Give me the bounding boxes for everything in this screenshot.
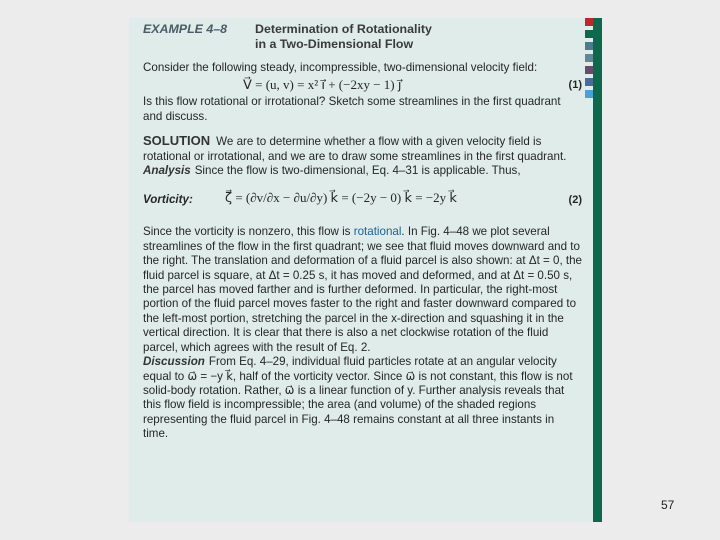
solution-paragraph <box>143 134 582 164</box>
problem-question: Is this flow rotational or irrotational? Sketch some streamlines in the first quadrant and discuss. <box>143 95 561 123</box>
equation-number-1: (1) <box>568 79 582 92</box>
problem-intro: Consider the following steady, incompressible, two-dimensional velocity field: <box>143 61 538 74</box>
example-title-line2: in a Two-Dimensional Flow <box>255 37 414 51</box>
side-bar <box>593 18 602 522</box>
vorticity-equation <box>143 180 582 222</box>
vorticity-label: Vorticity: <box>143 193 193 207</box>
solution-text: We are to determine whether a flow with a given velocity field is rotational or irrotational, and we are to draw some streamlines in the first quadrant. <box>143 135 567 163</box>
discussion-text: From Eq. 4–29, individual fluid particles rotate at an angular velocity equal to ω⃗ = −y k⃗, half of the vorticity vector. Since ω⃗ is not constant, this flow is not solid-body rotation. Rather, ω⃗ is a linear function of y. Further analysis reveals that this flow field is incompressible; the area (and volume) of the shaded regions representing the fluid parcel in Fig. 4–48 remains constant at all three instants in time. <box>143 355 573 441</box>
analysis-text: Since the flow is two-dimensional, Eq. 4–31 is applicable. Thus, <box>194 164 521 178</box>
discussion-label: Discussion <box>143 355 205 369</box>
velocity-equation-text: V⃗ = (u, v) = x² i⃗ + (−2xy − 1) j⃗ <box>243 77 402 93</box>
discussion-paragraph <box>143 355 582 441</box>
analysis-paragraph <box>143 164 582 178</box>
rotational-highlight: rotational <box>353 225 402 239</box>
example-tag: EXAMPLE 4–8 <box>143 22 228 36</box>
rotational-text-end: . In Fig. 4–48 we plot several streamlines of the flow in the first quadrant; we see that fluid moves downward and to the right. The translation and deformation of a fluid parcel is also shown: at Δt = 0, the fluid parcel is square, at Δt = 0.25 s, it has moved and deformed, and at Δt = 0.50 s, the parcel has moved farther and is further deformed. In particular, the right-most portion of the fluid parcel moves faster to the right and faster downward compared to the left-most portion, stretching the parcel in the x-direction and squashing it in the vertical direction. It is clear that there is also a net clockwise rotation of the fluid parcel, which agrees with the result of Eq. 2. <box>143 225 583 354</box>
page-number: 57 <box>661 498 675 512</box>
textbook-page-scan <box>129 18 594 522</box>
vorticity-equation-text: ζ⃗ = (∂v/∂x − ∂u/∂y) k⃗ = (−2y − 0) k⃗ = −2y k⃗ <box>225 190 457 206</box>
velocity-equation <box>143 75 582 95</box>
solution-label: SOLUTION <box>143 133 211 149</box>
rotational-paragraph <box>143 225 582 355</box>
example-header <box>143 22 582 52</box>
rotational-text-start: Since the vorticity is nonzero, this flow is <box>143 225 351 239</box>
example-title-line1: Determination of Rotationality <box>255 22 432 36</box>
example-title <box>255 22 432 52</box>
equation-number-2: (2) <box>568 194 582 207</box>
analysis-label: Analysis <box>143 164 191 178</box>
